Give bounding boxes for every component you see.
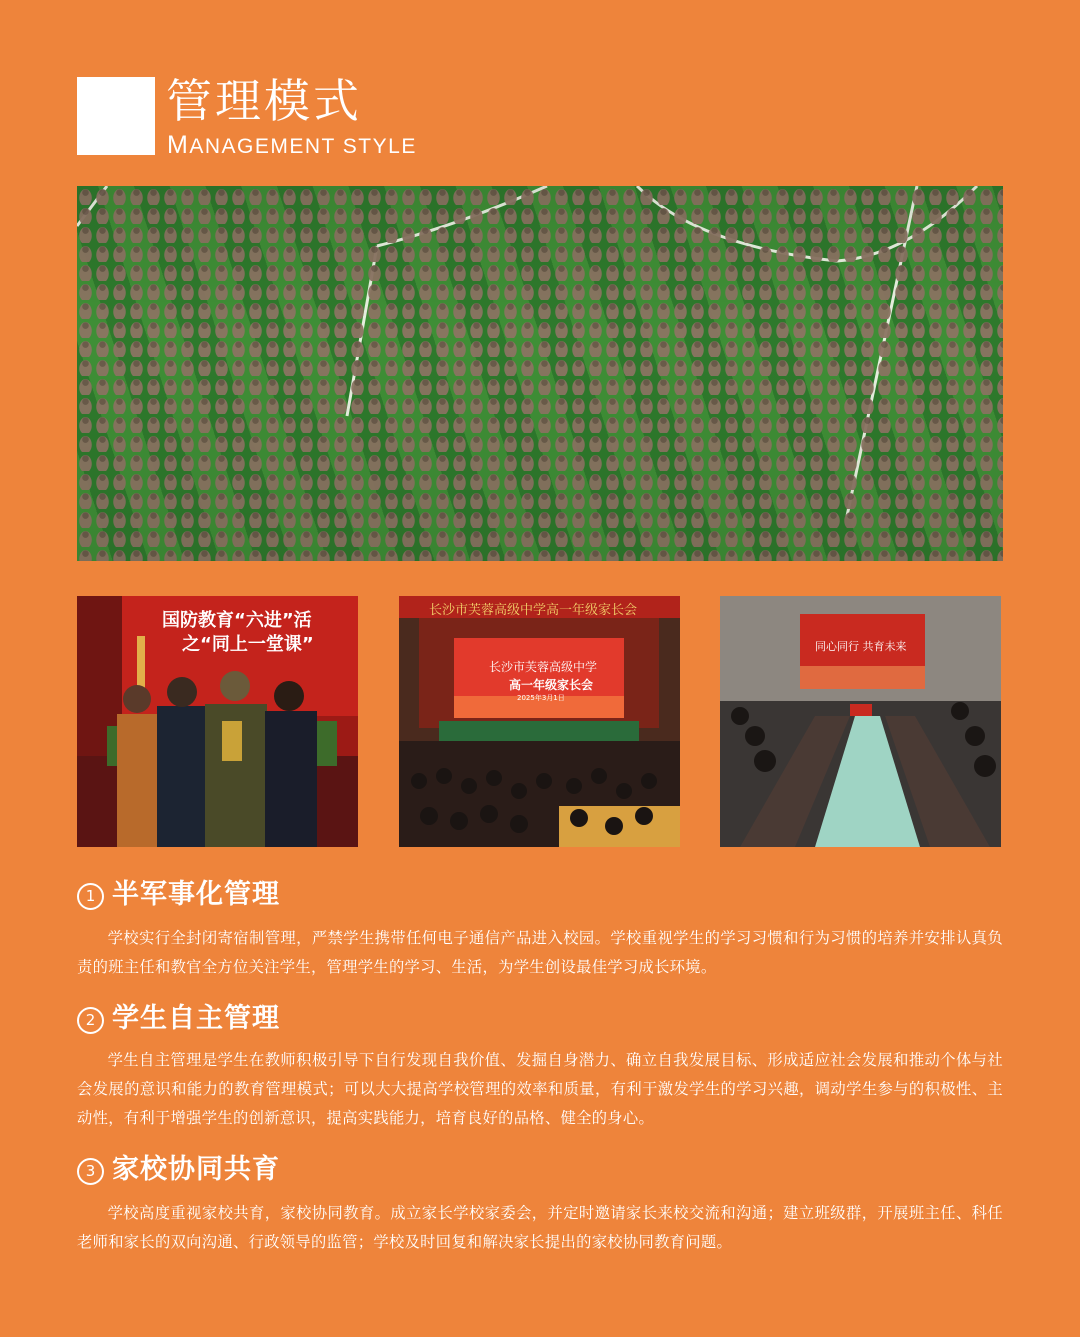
photo2-screen-line2: 高一年级家长会 — [509, 678, 594, 692]
photo-defense-education-event — [77, 596, 358, 847]
photo2-scene — [399, 596, 680, 847]
subtitle-initial: M — [167, 131, 190, 159]
section-2-title: 学生自主管理 — [112, 1003, 280, 1034]
section-1-number-badge: 1 — [77, 883, 104, 910]
photo1-banner-line2: 之“同上一堂课” — [182, 634, 314, 655]
photo2-top-banner: 长沙市芙蓉高级中学高一年级家长会 — [429, 603, 638, 618]
section-3-number-badge: 3 — [77, 1158, 104, 1185]
page-title: 管理模式 — [166, 74, 362, 128]
section-3-title: 家校协同共育 — [112, 1154, 280, 1185]
hero-photo-military-drill — [77, 186, 1003, 561]
title-decoration-square — [77, 77, 155, 155]
section-2-body: 学生自主管理是学生在教师积极引导下自行发现自我价值、发掘自身潜力、确立自我发展目标、形成适应社会发展和推动个体与社会发展的意识和能力的教育管理模式；可以大大提高学校管理的效率和质量，有利于激发学生的学习兴趣，调动学生参与的积极性、主动性，有利于增强学生的创新意识，提高实践能力，培育良好的品格、健全的身心。 — [77, 1051, 1003, 1127]
photo2-screen-line1: 长沙市芙蓉高级中学 — [489, 660, 598, 674]
section-2-number-badge: 2 — [77, 1007, 104, 1034]
photo1-banner-line1: 国防教育“六进”活 — [162, 610, 312, 631]
section-1-title: 半军事化管理 — [112, 879, 280, 910]
photo-home-school-meeting — [720, 596, 1001, 847]
photo-parent-meeting — [399, 596, 680, 847]
photo2-screen-date: 2025年3月1日 — [517, 694, 565, 702]
page-subtitle — [167, 132, 417, 160]
subtitle-rest: ANAGEMENT STYLE — [189, 135, 417, 158]
photo3-screen-text: 同心同行 共育未来 — [815, 640, 907, 653]
section-1-body: 学校实行全封闭寄宿制管理，严禁学生携带任何电子通信产品进入校园。学校重视学生的学习习惯和行为习惯的培养并安排认真负责的班主任和教官全方位关注学生，管理学生的学习、生活，为学生创设最佳学习成长环境。 — [77, 929, 1003, 976]
photo3-scene — [720, 596, 1001, 847]
section-3-body: 学校高度重视家校共育，家校协同教育。成立家长学校家委会，并定时邀请家长来校交流和沟通；建立班级群，开展班主任、科任老师和家长的双向沟通、行政领导的监管；学校及时回复和解决家长提出的家校协同教育问题。 — [77, 1204, 1003, 1251]
